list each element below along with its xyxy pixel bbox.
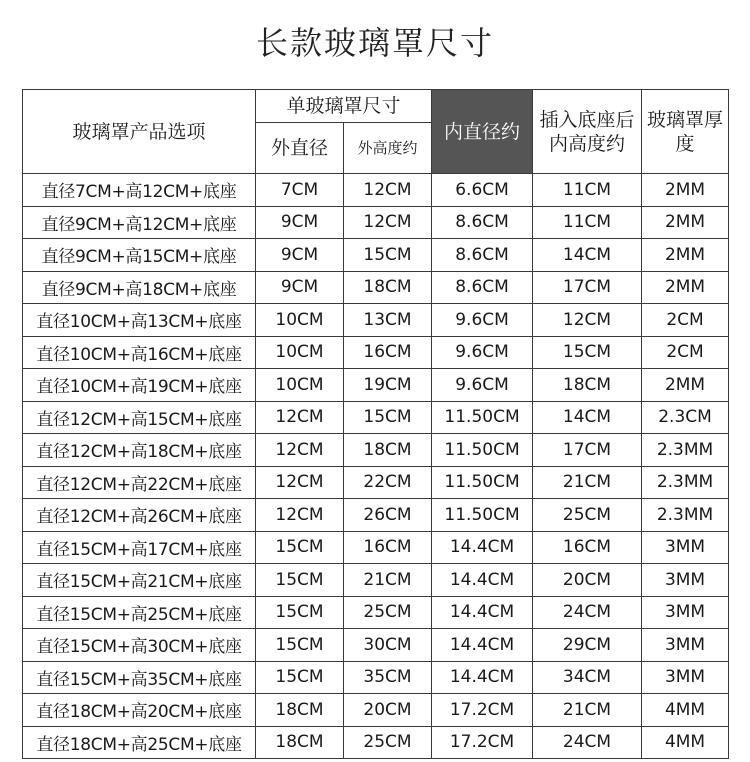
- cell-inner-height: 11CM: [533, 206, 642, 239]
- cell-inner-height: 16CM: [533, 531, 642, 564]
- cell-thickness: 2MM: [642, 239, 729, 272]
- cell-inner-height: 12CM: [533, 304, 642, 337]
- cell-outer-height: 18CM: [344, 271, 432, 304]
- header-outer-diameter: 外直径: [256, 123, 344, 174]
- cell-thickness: 2CM: [642, 336, 729, 369]
- cell-thickness: 2CM: [642, 304, 729, 337]
- cell-inner-height: 34CM: [533, 661, 642, 694]
- cell-outer-height: 18CM: [344, 434, 432, 467]
- table-row: [23, 239, 729, 272]
- cell-thickness: 2.3MM: [642, 434, 729, 467]
- cell-thickness: 4MM: [642, 726, 729, 759]
- cell-outer-height: 12CM: [344, 174, 432, 207]
- table-row: [23, 206, 729, 239]
- cell-outer-diameter: 12CM: [256, 434, 344, 467]
- cell-outer-diameter: 12CM: [256, 401, 344, 434]
- cell-option: 直径12CM+高26CM+底座: [23, 499, 256, 532]
- cell-thickness: 2.3MM: [642, 499, 729, 532]
- cell-inner-diameter: 14.4CM: [432, 596, 533, 629]
- table-row: [23, 596, 729, 629]
- cell-inner-height: 14CM: [533, 401, 642, 434]
- cell-outer-height: 15CM: [344, 401, 432, 434]
- cell-thickness: 2MM: [642, 369, 729, 402]
- cell-option: 直径15CM+高35CM+底座: [23, 661, 256, 694]
- cell-inner-diameter: 8.6CM: [432, 239, 533, 272]
- table-row: [23, 661, 729, 694]
- table-row: [23, 531, 729, 564]
- cell-outer-diameter: 12CM: [256, 466, 344, 499]
- cell-inner-height: 21CM: [533, 694, 642, 727]
- cell-outer-height: 16CM: [344, 336, 432, 369]
- cell-inner-diameter: 17.2CM: [432, 726, 533, 759]
- cell-outer-diameter: 12CM: [256, 499, 344, 532]
- cell-outer-diameter: 10CM: [256, 304, 344, 337]
- header-thickness: 玻璃罩厚度: [642, 90, 729, 174]
- cell-inner-diameter: 14.4CM: [432, 531, 533, 564]
- cell-option: 直径12CM+高15CM+底座: [23, 401, 256, 434]
- cell-outer-height: 26CM: [344, 499, 432, 532]
- cell-outer-diameter: 15CM: [256, 564, 344, 597]
- cell-thickness: 2.3CM: [642, 401, 729, 434]
- header-inner-diameter: 内直径约: [432, 90, 533, 174]
- cell-option: 直径9CM+高15CM+底座: [23, 239, 256, 272]
- cell-option: 直径12CM+高18CM+底座: [23, 434, 256, 467]
- table-row: [23, 304, 729, 337]
- page-title: 长款玻璃罩尺寸: [255, 24, 494, 62]
- cell-inner-height: 29CM: [533, 629, 642, 662]
- cell-option: 直径12CM+高22CM+底座: [23, 466, 256, 499]
- cell-inner-height: 15CM: [533, 336, 642, 369]
- cell-inner-diameter: 8.6CM: [432, 271, 533, 304]
- table-header: [23, 90, 729, 174]
- table-row: [23, 174, 729, 207]
- cell-thickness: 3MM: [642, 596, 729, 629]
- cell-outer-diameter: 10CM: [256, 369, 344, 402]
- cell-inner-diameter: 9.6CM: [432, 336, 533, 369]
- cell-outer-diameter: 9CM: [256, 239, 344, 272]
- cell-option: 直径10CM+高19CM+底座: [23, 369, 256, 402]
- cell-inner-diameter: 9.6CM: [432, 369, 533, 402]
- cell-inner-height: 21CM: [533, 466, 642, 499]
- cell-inner-diameter: 8.6CM: [432, 206, 533, 239]
- table-row: [23, 499, 729, 532]
- cell-option: 直径15CM+高17CM+底座: [23, 531, 256, 564]
- cell-inner-diameter: 11.50CM: [432, 401, 533, 434]
- cell-outer-diameter: 15CM: [256, 596, 344, 629]
- table-row: [23, 369, 729, 402]
- cell-option: 直径10CM+高16CM+底座: [23, 336, 256, 369]
- cell-outer-diameter: 15CM: [256, 531, 344, 564]
- cell-inner-diameter: 11.50CM: [432, 434, 533, 467]
- size-table: [22, 89, 729, 759]
- cell-outer-diameter: 7CM: [256, 174, 344, 207]
- cell-inner-height: 20CM: [533, 564, 642, 597]
- cell-outer-height: 12CM: [344, 206, 432, 239]
- header-single-dome-size: 单玻璃罩尺寸: [256, 90, 432, 123]
- table-row: [23, 564, 729, 597]
- cell-option: 直径10CM+高13CM+底座: [23, 304, 256, 337]
- cell-inner-diameter: 17.2CM: [432, 694, 533, 727]
- cell-option: 直径18CM+高25CM+底座: [23, 726, 256, 759]
- table-body: [23, 174, 729, 759]
- cell-inner-diameter: 14.4CM: [432, 661, 533, 694]
- cell-inner-height: 24CM: [533, 726, 642, 759]
- cell-option: 直径15CM+高30CM+底座: [23, 629, 256, 662]
- cell-inner-height: 17CM: [533, 434, 642, 467]
- cell-inner-height: 11CM: [533, 174, 642, 207]
- cell-inner-height: 25CM: [533, 499, 642, 532]
- cell-thickness: 3MM: [642, 661, 729, 694]
- table-row: [23, 726, 729, 759]
- cell-thickness: 2MM: [642, 206, 729, 239]
- header-outer-height: 外高度约: [344, 123, 432, 174]
- cell-outer-height: 13CM: [344, 304, 432, 337]
- table-row: [23, 336, 729, 369]
- cell-inner-height: 18CM: [533, 369, 642, 402]
- cell-inner-diameter: 11.50CM: [432, 499, 533, 532]
- cell-outer-diameter: 9CM: [256, 206, 344, 239]
- cell-inner-height: 14CM: [533, 239, 642, 272]
- cell-option: 直径15CM+高25CM+底座: [23, 596, 256, 629]
- cell-inner-height: 17CM: [533, 271, 642, 304]
- cell-outer-height: 15CM: [344, 239, 432, 272]
- cell-outer-diameter: 15CM: [256, 661, 344, 694]
- cell-outer-diameter: 18CM: [256, 694, 344, 727]
- table-row: [23, 694, 729, 727]
- cell-option: 直径9CM+高18CM+底座: [23, 271, 256, 304]
- cell-thickness: 3MM: [642, 531, 729, 564]
- cell-option: 直径18CM+高20CM+底座: [23, 694, 256, 727]
- cell-outer-height: 21CM: [344, 564, 432, 597]
- header-height-after-insert: 插入底座后内高度约: [533, 90, 642, 174]
- cell-inner-diameter: 6.6CM: [432, 174, 533, 207]
- table-row: [23, 271, 729, 304]
- cell-option: 直径9CM+高12CM+底座: [23, 206, 256, 239]
- cell-option: 直径15CM+高21CM+底座: [23, 564, 256, 597]
- cell-thickness: 4MM: [642, 694, 729, 727]
- cell-outer-height: 25CM: [344, 726, 432, 759]
- cell-option: 直径7CM+高12CM+底座: [23, 174, 256, 207]
- cell-outer-diameter: 9CM: [256, 271, 344, 304]
- cell-inner-diameter: 11.50CM: [432, 466, 533, 499]
- cell-inner-diameter: 9.6CM: [432, 304, 533, 337]
- cell-outer-diameter: 18CM: [256, 726, 344, 759]
- cell-outer-height: 30CM: [344, 629, 432, 662]
- cell-inner-diameter: 14.4CM: [432, 629, 533, 662]
- cell-thickness: 2MM: [642, 271, 729, 304]
- cell-outer-height: 35CM: [344, 661, 432, 694]
- table-row: [23, 466, 729, 499]
- cell-outer-diameter: 10CM: [256, 336, 344, 369]
- table-row: [23, 434, 729, 467]
- cell-outer-height: 22CM: [344, 466, 432, 499]
- cell-thickness: 2MM: [642, 174, 729, 207]
- header-product-option: 玻璃罩产品选项: [23, 90, 256, 174]
- cell-outer-height: 16CM: [344, 531, 432, 564]
- table-row: [23, 629, 729, 662]
- cell-thickness: 3MM: [642, 629, 729, 662]
- cell-thickness: 2.3MM: [642, 466, 729, 499]
- table-row: [23, 401, 729, 434]
- cell-thickness: 3MM: [642, 564, 729, 597]
- cell-inner-diameter: 14.4CM: [432, 564, 533, 597]
- cell-outer-height: 20CM: [344, 694, 432, 727]
- cell-outer-height: 25CM: [344, 596, 432, 629]
- cell-outer-diameter: 15CM: [256, 629, 344, 662]
- cell-inner-height: 24CM: [533, 596, 642, 629]
- cell-outer-height: 19CM: [344, 369, 432, 402]
